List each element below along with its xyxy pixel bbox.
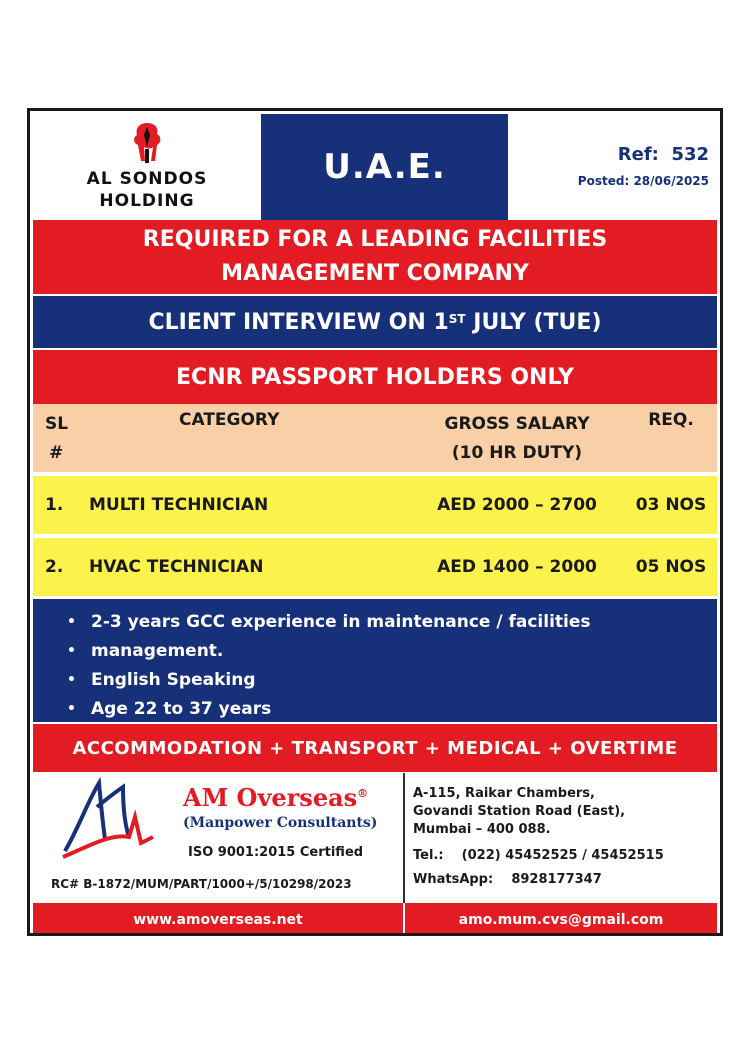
requirement-item: • Age 22 to 37 years [91,695,717,724]
row-salary: AED 1400 – 2000 [437,557,597,577]
header-salary [409,404,625,472]
agency-telephone [413,847,664,865]
ref-label: Ref: [617,144,659,165]
required-banner [33,220,717,296]
requirement-item-continued: • management. [91,637,717,666]
registered-mark: ® [357,787,369,800]
table-header [33,404,717,472]
header-sl-line1: SL [45,414,69,434]
al-sondos-logo-icon [129,121,165,165]
requirement-item: • English Speaking [91,666,717,695]
table-row [33,476,717,534]
am-overseas-logo-icon [57,777,157,863]
tel-value: (022) 45452525 / 45452515 [461,848,664,863]
requirement-item: • 2-3 years GCC experience in maintenance / facilities [91,608,717,637]
row-category: HVAC TECHNICIAN [89,557,264,577]
row-sl: 2. [45,557,64,577]
row-req: 03 NOS [635,495,707,515]
address-line2: Govandi Station Road (East), [413,804,626,819]
rc-number: RC# B-1872/MUM/PART/1000+/5/10298/2023 [51,877,352,891]
required-line1: REQUIRED FOR A LEADING FACILITIES [142,227,608,252]
row-req: 05 NOS [635,557,707,577]
row-sl: 1. [45,495,64,515]
interview-sup: ST [448,312,466,326]
interview-text-post: JULY (TUE) [465,309,602,335]
header-salary-line1: GROSS SALARY [444,414,590,434]
ref-value: 532 [671,144,709,165]
address-line1: A-115, Raikar Chambers, [413,786,595,801]
agency-name [183,783,368,812]
ecnr-banner: ECNR PASSPORT HOLDERS ONLY [33,350,717,404]
company-name [33,168,261,212]
tel-label: Tel.: [413,848,444,863]
whatsapp-label: WhatsApp: [413,872,494,887]
header-req: REQ. [648,410,694,430]
company-logo-block [33,114,261,220]
agency-block [33,773,405,903]
company-name-line1: AL SONDOS [86,169,208,189]
country-title: U.A.E. [261,114,508,220]
website-link[interactable]: www.amoverseas.net [33,903,405,936]
interview-banner [33,296,717,348]
job-poster [27,108,723,936]
whatsapp-value: 8928177347 [511,872,602,887]
agency-contact-block [405,773,717,903]
company-name-line2: HOLDING [99,191,195,211]
contact-bar [33,903,717,936]
interview-text-pre: CLIENT INTERVIEW ON 1 [148,309,449,335]
posted-label: Posted: [577,174,630,188]
required-line2: MANAGEMENT COMPANY [221,261,529,286]
agency-footer [33,773,717,903]
posted-date [578,174,709,188]
header-category: CATEGORY [179,410,280,430]
agency-name-text: AM Overseas [183,783,358,812]
posted-value: 28/06/2025 [633,174,709,188]
row-category: MULTI TECHNICIAN [89,495,269,515]
requirements-list [33,599,717,722]
row-salary: AED 2000 – 2700 [437,495,597,515]
table-row [33,538,717,596]
header-sl-line2: # [49,443,64,463]
agency-subtitle: (Manpower Consultants) [183,815,378,831]
header-salary-line2: (10 HR DUTY) [451,443,583,463]
agency-address [413,785,625,839]
iso-certification: ISO 9001:2015 Certified [188,845,364,860]
poster-header [33,114,717,220]
ref-number [618,144,709,165]
benefits-banner: ACCOMMODATION + TRANSPORT + MEDICAL + OVERTIME [33,724,717,772]
reference-block [508,114,717,220]
email-link[interactable]: amo.mum.cvs@gmail.com [458,911,664,928]
address-line3: Mumbai – 400 088. [413,822,551,837]
header-sl [33,404,79,472]
agency-whatsapp [413,871,602,889]
